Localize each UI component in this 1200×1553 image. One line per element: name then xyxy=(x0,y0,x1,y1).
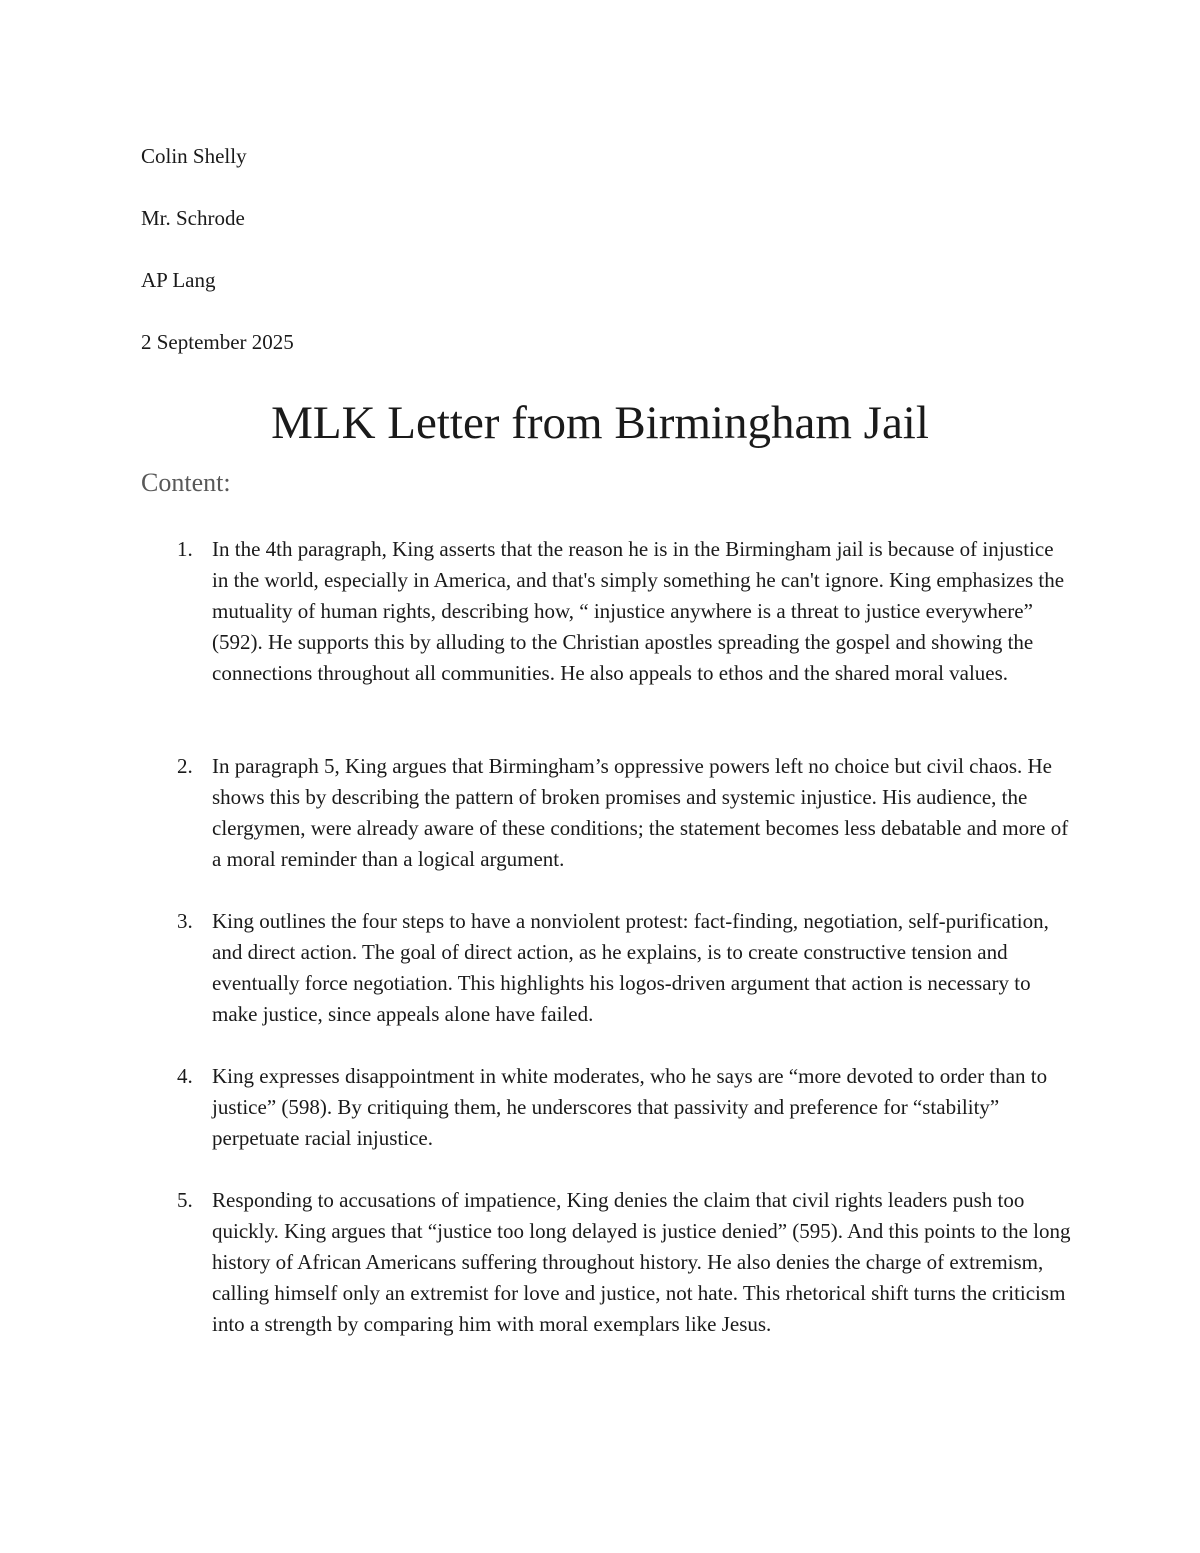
student-name: Colin Shelly xyxy=(141,144,247,168)
list-item-text: In paragraph 5, King argues that Birmingham’s oppressive powers left no choice but civil chaos. He shows this by describing the pattern of broken promises and systemic injustice. His audience, the clergymen, were already aware of these conditions; the statement becomes less debatable and more of a moral reminder than a logical argument. xyxy=(212,754,1069,871)
list-item-text: King expresses disappointment in white moderates, who he says are “more devoted to order than to justice” (598). By critiquing them, he underscores that passivity and preference for “stability” perpetuate racial injustice. xyxy=(212,1064,1048,1150)
list-item-text: In the 4th paragraph, King asserts that the reason he is in the Birmingham jail is because of injustice in the world, especially in America, and that's simply something he can't ignore. King emphasizes the mutuality of human rights, describing how, “ injustice anywhere is a threat to justice everywhere” (592). He supports this by alluding to the Christian apostles spreading the gospel and showing the connections throughout all communities. He also appeals to ethos and the shared moral values. xyxy=(212,537,1065,685)
list-item-number: 4. xyxy=(177,1064,193,1088)
list-item-number: 2. xyxy=(177,754,193,778)
document-date: 2 September 2025 xyxy=(141,330,294,354)
teacher-name: Mr. Schrode xyxy=(141,206,245,230)
list-item-number: 5. xyxy=(177,1188,193,1212)
list-item-number: 1. xyxy=(177,537,193,561)
list-item-number: 3. xyxy=(177,909,193,933)
list-item-text: Responding to accusations of impatience, King denies the claim that civil rights leaders push too quickly. King argues that “justice too long delayed is justice denied” (595). And this points to the long history of African Americans suffering throughout history. He also denies the charge of extremism, calling himself only an extremist for love and justice, not hate. This rhetorical shift turns the criticism into a strength by comparing him with moral exemplars like Jesus. xyxy=(212,1188,1071,1336)
list-item-text: King outlines the four steps to have a nonviolent protest: fact-finding, negotiation, self-purification, and direct action. The goal of direct action, as he explains, is to create constructive tension and eventually force negotiation. This highlights his logos-driven argument that action is necessary to make justice, since appeals alone have failed. xyxy=(212,909,1049,1026)
section-heading: Content: xyxy=(141,468,231,497)
document-title: MLK Letter from Birmingham Jail xyxy=(271,397,929,449)
course-name: AP Lang xyxy=(141,268,216,292)
